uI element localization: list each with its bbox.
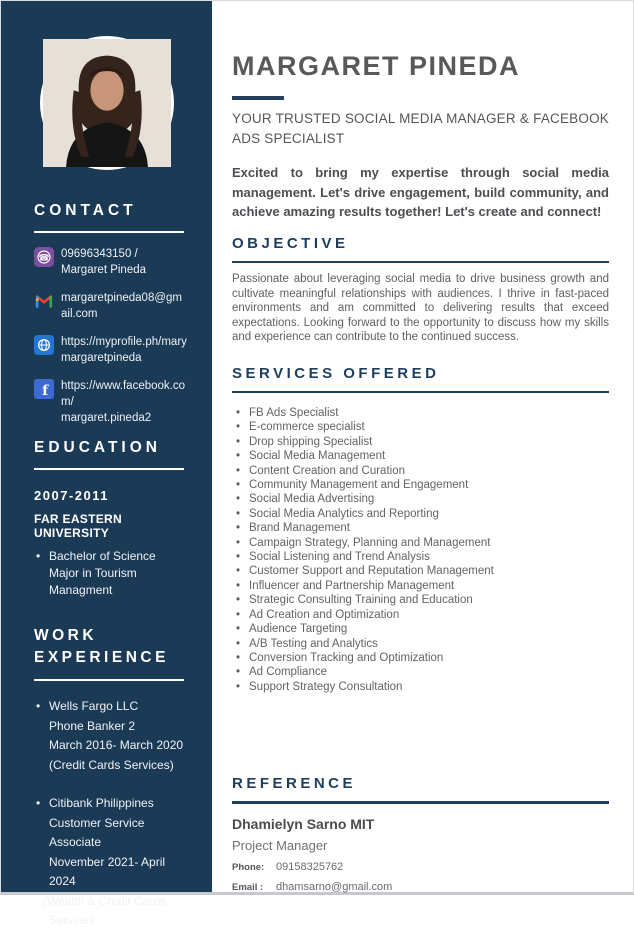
service-item: • Social Media Management xyxy=(232,449,609,463)
reference-role: Project Manager xyxy=(232,837,328,853)
work-jobs xyxy=(34,697,188,931)
contact-phone-text xyxy=(61,246,146,278)
service-item: • Social Media Analytics and Reporting xyxy=(232,507,609,521)
service-item: • Ad Creation and Optimization xyxy=(232,608,609,622)
service-item: • Audience Targeting xyxy=(232,622,609,636)
services-list xyxy=(232,406,609,694)
contact-list xyxy=(34,246,188,426)
service-item: • Community Management and Engagement xyxy=(232,478,609,492)
gmail-icon xyxy=(34,291,54,311)
objective-divider xyxy=(232,261,609,264)
reference-email-row xyxy=(232,881,609,893)
job-role: Customer Service Associate xyxy=(49,815,145,849)
service-item: • Drop shipping Specialist xyxy=(232,435,609,449)
svg-text:f: f xyxy=(42,383,49,400)
work-heading-line2: EXPERIENCE xyxy=(34,649,169,666)
service-item: • Customer Support and Reputation Management xyxy=(232,564,609,578)
contact-item-website xyxy=(34,334,188,366)
svg-text:☎: ☎ xyxy=(38,253,50,264)
job-note: (Credit Cards Services) xyxy=(49,757,174,772)
service-item: • Support Strategy Consultation xyxy=(232,680,609,694)
person-silhouette-icon xyxy=(43,39,171,167)
job-dates: March 2016- March 2020 xyxy=(49,738,184,752)
objective-body: Passionate about leveraging social media to drive business growth and cultivate meaningful relationships with audiences. I thrive in fast-paced environments and am committed to delivering results that exceed expectations. Looking forward to the opportunity to discuss how my skills and experience can contribute to the continued success. xyxy=(232,273,609,343)
education-divider xyxy=(34,468,184,470)
service-item: • Influencer and Partnership Management xyxy=(232,579,609,593)
education-degree-line2: Major in Tourism Managment xyxy=(49,566,137,597)
contact-item-phone xyxy=(34,246,188,278)
job-citibank xyxy=(34,794,188,931)
job-wells-fargo xyxy=(34,697,188,775)
page-title: MARGARET PINEDA xyxy=(232,51,521,81)
reference-phone-row xyxy=(232,861,609,873)
work-divider xyxy=(34,679,184,681)
facebook-icon xyxy=(34,379,54,399)
contact-facebook-line1: https://www.facebook.com/ xyxy=(61,380,186,408)
service-item: • Ad Compliance xyxy=(232,665,609,679)
job-company: • Wells Fargo LLC xyxy=(34,697,188,717)
service-item: • Conversion Tracking and Optimization xyxy=(232,651,609,665)
main-content xyxy=(232,1,609,893)
job-company: • Citibank Philippines xyxy=(34,794,188,814)
education-degree xyxy=(34,548,188,599)
contact-divider xyxy=(34,231,184,233)
service-item: • Campaign Strategy, Planning and Management xyxy=(232,536,609,550)
globe-icon xyxy=(34,335,54,355)
reference-divider xyxy=(232,801,609,804)
service-item: • Social Listening and Trend Analysis xyxy=(232,550,609,564)
service-item: • A/B Testing and Analytics xyxy=(232,637,609,651)
service-item: • Social Media Advertising xyxy=(232,492,609,506)
contact-phone-line2: Margaret Pineda xyxy=(61,264,147,276)
work-heading-line1: WORK xyxy=(34,627,98,644)
service-item: • Strategic Consulting Training and Education xyxy=(232,593,609,607)
services-heading: SERVICES OFFERED xyxy=(232,364,440,382)
contact-phone-line1: 09696343150 / xyxy=(61,248,138,260)
contact-website-line1: https://myprofile.ph/mary xyxy=(61,336,187,348)
contact-item-email xyxy=(34,290,188,322)
job-dates: November 2021- April 2024 xyxy=(49,854,166,888)
contact-website-line2: margaretpineda xyxy=(61,352,142,364)
contact-item-facebook xyxy=(34,378,188,426)
profile-photo xyxy=(40,36,174,170)
job-note: (Wealth & Credit Cards xyxy=(43,893,167,908)
viber-icon xyxy=(34,247,54,267)
work-heading xyxy=(34,625,188,669)
reference-email-value: dhamsarno@gmail.com xyxy=(276,880,393,893)
reference-phone-label: Phone: xyxy=(232,861,265,873)
education-years: 2007-2011 xyxy=(34,488,109,503)
reference-name: Dhamielyn Sarno MIT xyxy=(232,815,375,832)
name-underline xyxy=(232,96,284,100)
reference-heading: REFERENCE xyxy=(232,775,357,793)
service-item: • E-commerce specialist xyxy=(232,420,609,434)
objective-heading: OBJECTIVE xyxy=(232,234,349,252)
contact-website-text xyxy=(61,334,187,366)
contact-facebook-text xyxy=(61,378,188,426)
education-school: FAR EASTERN UNIVERSITY xyxy=(34,512,122,540)
reference-phone-value: 09158325762 xyxy=(276,860,344,873)
services-divider xyxy=(232,391,609,394)
contact-email-line1: margaretpineda08@gmail.com xyxy=(61,292,182,320)
job-role: Phone Banker 2 xyxy=(49,718,136,733)
service-item: • Brand Management xyxy=(232,521,609,535)
sidebar xyxy=(1,1,212,927)
tagline: YOUR TRUSTED SOCIAL MEDIA MANAGER & FACEBOOK ADS SPECIALIST xyxy=(232,111,609,146)
contact-heading: CONTACT xyxy=(34,202,137,219)
service-item: • Content Creation and Curation xyxy=(232,464,609,478)
contact-facebook-line2: margaret.pineda2 xyxy=(61,412,152,424)
contact-email-text xyxy=(61,290,188,322)
education-heading: EDUCATION xyxy=(34,439,161,456)
education-degree-line1: • Bachelor of Science xyxy=(34,548,188,565)
job-note2: Services xyxy=(49,913,96,927)
intro-paragraph: Excited to bring my expertise through social media management. Let's drive engagement, build community, and achieve amazing results together! Let's create and connect! xyxy=(232,165,609,219)
service-item: • FB Ads Specialist xyxy=(232,406,609,420)
reference-email-label: Email : xyxy=(232,881,264,893)
